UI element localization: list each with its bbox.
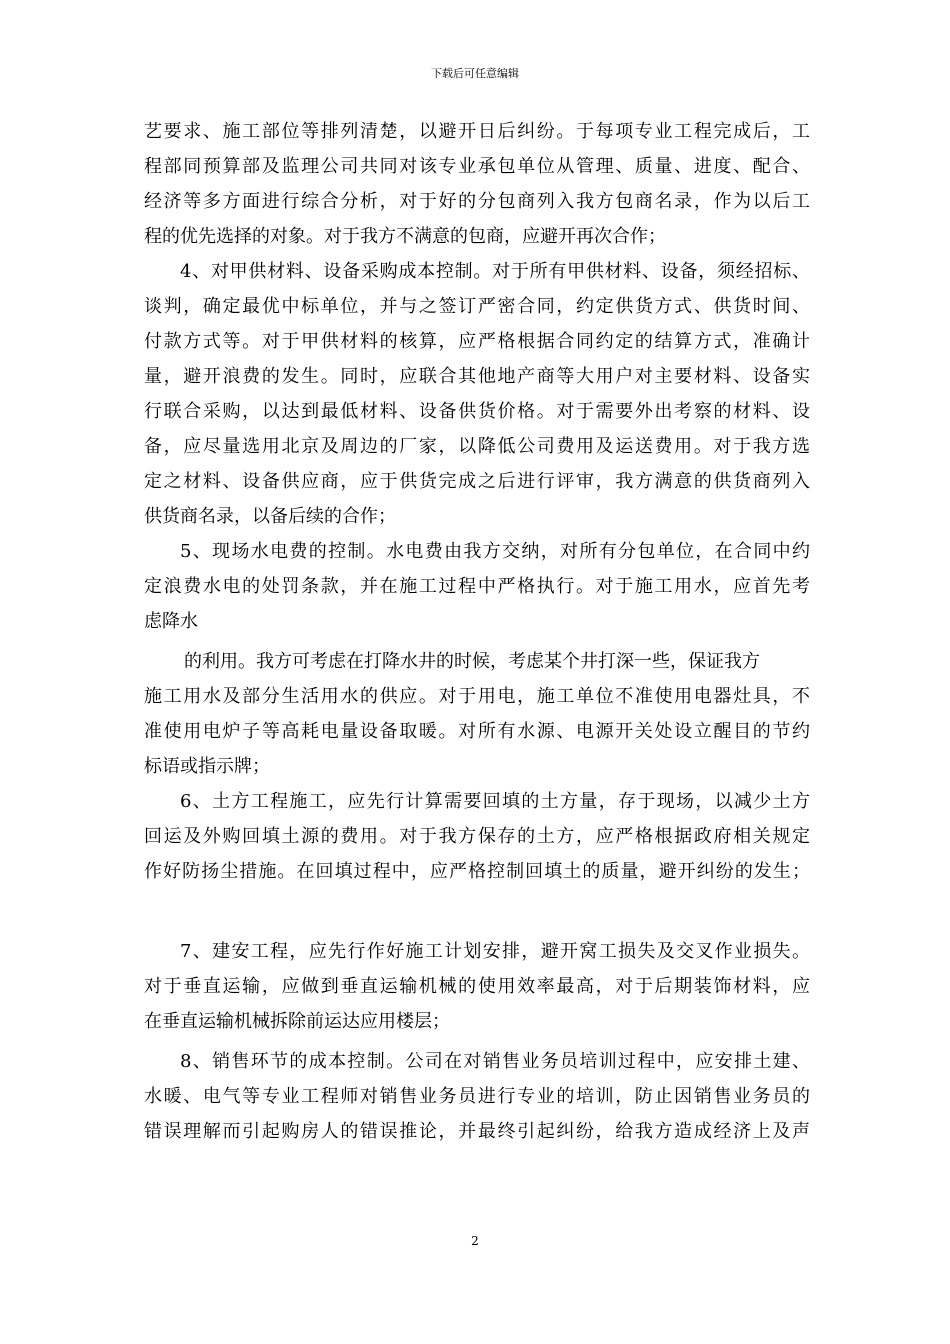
- text-line: 备，应尽量选用北京及周边的厂家，以降低公司费用及运送费用。对于我方选: [144, 436, 810, 457]
- text-line: 艺要求、施工部位等排列清楚，以避开日后纠纷。于每项专业工程完成后，工: [144, 121, 810, 142]
- text-line: 作好防扬尘措施。在回填过程中，应严格控制回填土的质量，避开纠纷的发生；: [144, 861, 810, 882]
- text-line: 错误理解而引起购房人的错误推论，并最终引起纠纷，给我方造成经济上及声: [144, 1121, 810, 1142]
- text-line: 对于垂直运输，应做到垂直运输机械的使用效率最高，对于后期装饰材料，应: [144, 976, 810, 997]
- paragraph-start-line: 的利用。我方可考虑在打降水井的时候，考虑某个井打深一些，保证我方: [184, 651, 760, 672]
- text-line: 谈判，确定最优中标单位，并与之签订严密合同，约定供货方式、供货时间、: [144, 296, 810, 317]
- paragraph-start-line: 4、对甲供材料、设备采购成本控制。对于所有甲供材料、设备，须经招标、: [180, 261, 810, 282]
- page-number: 2: [471, 1234, 479, 1248]
- paragraph-start-line: 8、销售环节的成本控制。公司在对销售业务员培训过程中，应安排土建、: [180, 1051, 810, 1072]
- text-line: 行联合采购，以达到最低材料、设备供货价格。对于需要外出考察的材料、设: [144, 401, 810, 422]
- text-line: 施工用水及部分生活用水的供应。对于用电，施工单位不准使用电器灶具，不: [144, 686, 810, 707]
- text-line: 供货商名录，以备后续的合作；: [144, 506, 396, 527]
- text-line: 经济等多方面进行综合分析，对于好的分包商列入我方包商名录，作为以后工: [144, 191, 810, 212]
- text-line: 定之材料、设备供应商，应于供货完成之后进行评审，我方满意的供货商列入: [144, 471, 810, 492]
- paragraph-start-line: 7、建安工程，应先行作好施工计划安排，避开窝工损失及交叉作业损失。: [180, 941, 810, 962]
- text-line: 回运及外购回填土源的费用。对于我方保存的土方，应严格根据政府相关规定: [144, 826, 810, 847]
- text-line: 在垂直运输机械拆除前运达应用楼层；: [144, 1011, 450, 1032]
- text-line: 付款方式等。对于甲供材料的核算，应严格根据合同约定的结算方式，准确计: [144, 331, 810, 352]
- text-line: 虑降水: [144, 611, 198, 632]
- page-header: 下载后可任意编辑: [431, 67, 519, 80]
- text-line: 标语或指示牌；: [144, 756, 270, 777]
- paragraph-start-line: 6、土方工程施工，应先行计算需要回填的土方量，存于现场，以减少土方: [180, 791, 810, 812]
- paragraph-start-line: 5、现场水电费的控制。水电费由我方交纳，对所有分包单位，在合同中约: [180, 541, 810, 562]
- text-line: 量，避开浪费的发生。同时，应联合其他地产商等大用户对主要材料、设备实: [144, 366, 810, 387]
- text-line: 程部同预算部及监理公司共同对该专业承包单位从管理、质量、进度、配合、: [144, 156, 810, 177]
- text-line: 定浪费水电的处罚条款，并在施工过程中严格执行。对于施工用水，应首先考: [144, 576, 810, 597]
- text-line: 准使用电炉子等高耗电量设备取暖。对所有水源、电源开关处设立醒目的节约: [144, 721, 810, 742]
- text-line: 水暖、电气等专业工程师对销售业务员进行专业的培训，防止因销售业务员的: [144, 1086, 810, 1107]
- text-line: 程的优先选择的对象。对于我方不满意的包商，应避开再次合作；: [144, 226, 666, 247]
